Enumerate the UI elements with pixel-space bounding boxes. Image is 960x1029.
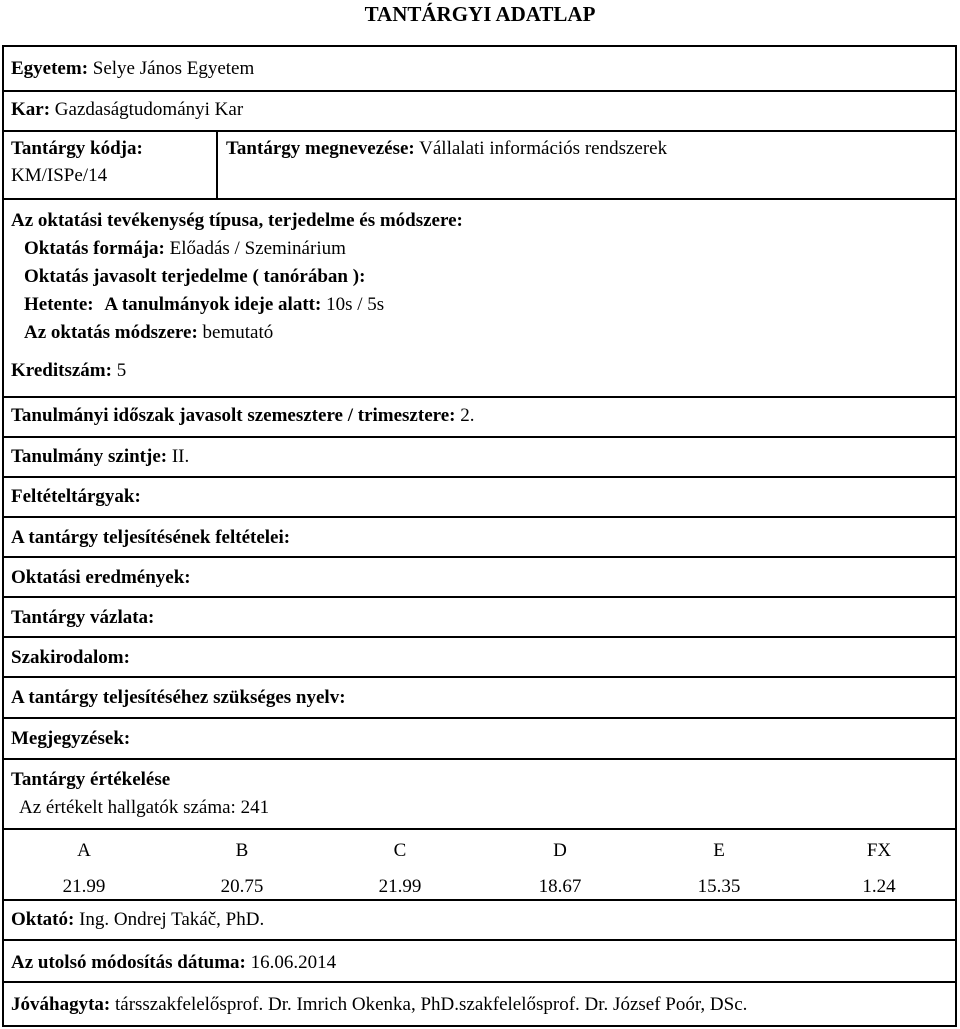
outline-label: Tantárgy vázlata: <box>11 607 155 628</box>
level-row <box>4 438 955 478</box>
lecturer-label: Oktató: <box>11 909 75 930</box>
method-label: Az oktatás módszere: <box>24 322 198 343</box>
grade-b: B <box>235 840 249 861</box>
grade-fx: FX <box>866 840 892 861</box>
grade-d-value: 18.67 <box>538 876 582 897</box>
faculty-value: Gazdaságtudományi Kar <box>54 99 244 120</box>
grade-e-value: 15.35 <box>697 876 741 897</box>
approved-value: társszakfelelősprof. Dr. Imrich Okenka, PhD.szakfelelősprof. Dr. József Poór, DSc. <box>114 994 748 1015</box>
method-value: bemutató <box>202 322 274 343</box>
semester-value: 2. <box>460 405 475 426</box>
course-code-label: Tantárgy kódja: <box>11 138 143 159</box>
semester-row <box>4 398 955 438</box>
conditions-label: A tantárgy teljesítésének feltételei: <box>11 527 291 548</box>
university-label: Egyetem: <box>11 58 89 79</box>
modified-label: Az utolsó módosítás dátuma: <box>11 952 246 973</box>
activity-heading: Az oktatási tevékenység típusa, terjedelme és módszere: <box>11 210 463 231</box>
prerequisites-label: Feltételtárgyak: <box>11 486 141 507</box>
evaluation-divider <box>4 828 955 830</box>
course-id-row <box>4 132 955 200</box>
faculty-label: Kar: <box>11 99 51 120</box>
evaluation-heading: Tantárgy értékelése <box>11 769 171 790</box>
notes-row <box>4 719 955 760</box>
page-title: TANTÁRGYI ADATLAP <box>364 2 596 26</box>
grade-a: A <box>77 840 91 861</box>
conditions-row <box>4 518 955 558</box>
course-name-value: Vállalati információs rendszerek <box>419 138 668 159</box>
grade-d: D <box>553 840 567 861</box>
approved-label: Jóváhagyta: <box>11 994 111 1015</box>
course-name-label: Tantárgy megnevezése: <box>226 138 415 159</box>
modified-value: 16.06.2014 <box>250 952 337 973</box>
literature-label: Szakirodalom: <box>11 647 130 668</box>
course-datasheet <box>2 45 957 1027</box>
weekly-label: Hetente: <box>24 294 94 315</box>
language-label: A tantárgy teljesítéséhez szükséges nyelv: <box>11 687 346 708</box>
form-label: Oktatás formája: <box>24 238 165 259</box>
grade-a-value: 21.99 <box>62 876 106 897</box>
credits-label: Kreditszám: <box>11 360 112 381</box>
university-value: Selye János Egyetem <box>92 58 255 79</box>
level-value: II. <box>171 446 190 467</box>
grade-b-value: 20.75 <box>220 876 264 897</box>
approved-row <box>4 983 955 1025</box>
language-row <box>4 678 955 719</box>
grade-fx-value: 1.24 <box>862 876 896 897</box>
course-code-value: KM/ISPe/14 <box>11 165 108 186</box>
university-row <box>4 47 955 92</box>
activity-row <box>4 200 955 398</box>
modified-row <box>4 941 955 983</box>
semester-label: Tanulmányi időszak javasolt szemesztere / trimesztere: <box>11 405 456 426</box>
outcomes-row <box>4 558 955 598</box>
outline-row <box>4 598 955 638</box>
grade-c-value: 21.99 <box>378 876 422 897</box>
period-value: 10s / 5s <box>326 294 385 315</box>
literature-row <box>4 638 955 678</box>
lecturer-row <box>4 901 955 941</box>
outcomes-label: Oktatási eredmények: <box>11 567 191 588</box>
lecturer-value: Ing. Ondrej Takáč, PhD. <box>79 909 265 930</box>
course-id-divider <box>216 132 218 198</box>
period-label: A tanulmányok ideje alatt: <box>104 294 322 315</box>
evaluation-row <box>4 760 955 901</box>
grade-c: C <box>393 840 407 861</box>
credits-value: 5 <box>116 360 127 381</box>
level-label: Tanulmány szintje: <box>11 446 168 467</box>
prerequisites-row <box>4 478 955 518</box>
form-value: Előadás / Szeminárium <box>169 238 346 259</box>
evaluated-count: Az értékelt hallgatók száma: 241 <box>19 797 270 818</box>
extent-label: Oktatás javasolt terjedelme ( tanórában ): <box>24 266 366 287</box>
faculty-row <box>4 92 955 132</box>
notes-label: Megjegyzések: <box>11 728 131 749</box>
grade-e: E <box>713 840 725 861</box>
